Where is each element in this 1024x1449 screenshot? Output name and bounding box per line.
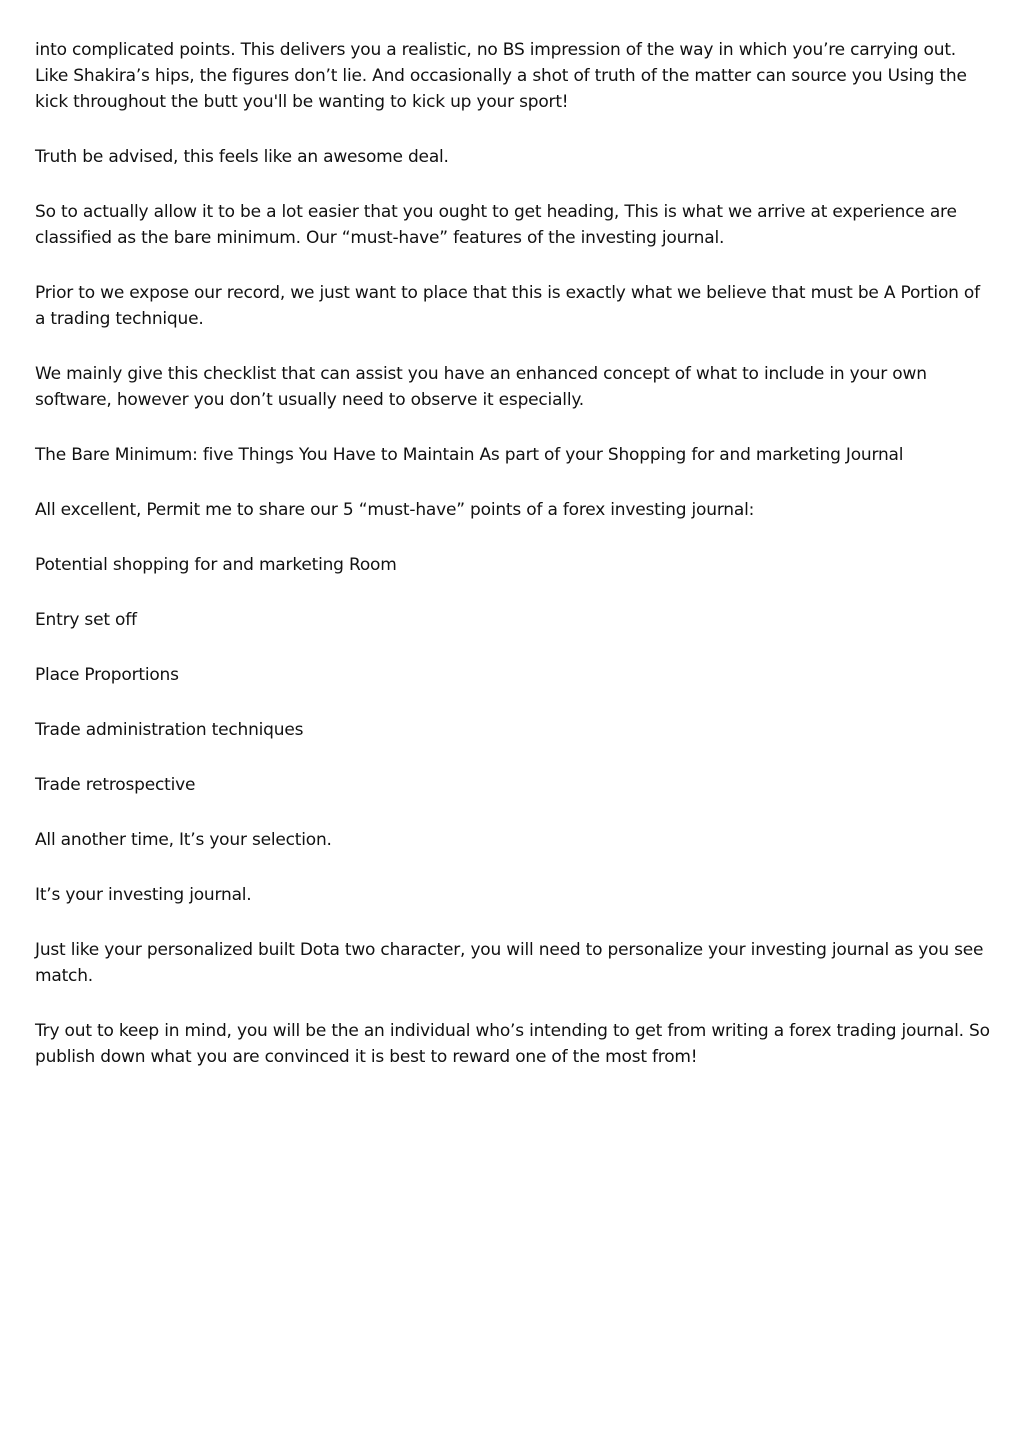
body-paragraph: So to actually allow it to be a lot easier that you ought to get heading, This is what we arrive at experience are classified as the bare minimum. Our “must-have” features of the investing journal. (35, 202, 957, 248)
section-heading: The Bare Minimum: five Things You Have to Maintain As part of your Shopping for and marketing Journal (35, 445, 904, 465)
body-paragraph: Truth be advised, this feels like an awesome deal. (35, 147, 449, 167)
list-item: Trade retrospective (35, 775, 196, 795)
document-body (35, 37, 990, 1099)
body-paragraph: All excellent, Permit me to share our 5 “must-have” points of a forex investing journal: (35, 500, 755, 520)
body-paragraph: It’s your investing journal. (35, 885, 252, 905)
body-paragraph: All another time, It’s your selection. (35, 830, 332, 850)
body-paragraph: Try out to keep in mind, you will be the an individual who’s intending to get from writing a forex trading journal. So publish down what you are convinced it is best to reward one of the most from! (35, 1021, 990, 1067)
body-paragraph: Prior to we expose our record, we just want to place that this is exactly what we believe that must be A Portion of a trading technique. (35, 283, 980, 329)
list-item: Place Proportions (35, 665, 179, 685)
list-item: Entry set off (35, 610, 137, 630)
list-item: Potential shopping for and marketing Room (35, 555, 397, 575)
list-item: Trade administration techniques (35, 720, 304, 740)
body-paragraph: Just like your personalized built Dota two character, you will need to personalize your investing journal as you see match. (35, 940, 984, 986)
body-paragraph: We mainly give this checklist that can assist you have an enhanced concept of what to include in your own software, however you don’t usually need to observe it especially. (35, 364, 927, 410)
body-paragraph: into complicated points. This delivers you a realistic, no BS impression of the way in which you’re carrying out. Like Shakira’s hips, the figures don’t lie. And occasionally a shot of truth of the matter can source you Using the kick throughout the butt you'll be wanting to kick up your sport! (35, 40, 967, 112)
